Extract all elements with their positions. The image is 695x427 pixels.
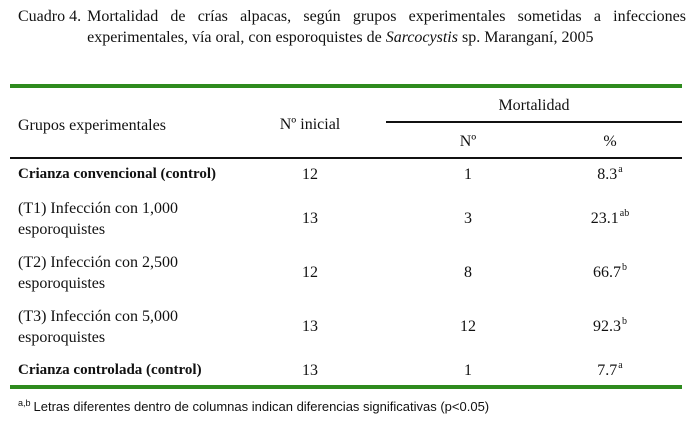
table-row-pct bbox=[560, 316, 660, 339]
table-row-initial: 12 bbox=[302, 264, 318, 281]
significance-superscript: a bbox=[618, 360, 623, 371]
header-rule bbox=[10, 157, 682, 159]
table-row-group: (T2) Infección con 2,500 bbox=[18, 254, 178, 271]
table-row-pct bbox=[560, 164, 660, 187]
table-row-n: 12 bbox=[460, 318, 476, 335]
table-row-initial: 13 bbox=[302, 210, 318, 227]
table-row-group-line2: esporoquistes bbox=[18, 329, 106, 346]
bottom-rule bbox=[10, 385, 682, 389]
caption-label: Cuadro 4. bbox=[18, 8, 82, 25]
pct-value: 8.3 bbox=[597, 166, 618, 183]
table-row-group-line2: esporoquistes bbox=[18, 221, 106, 238]
significance-superscript: b bbox=[622, 262, 627, 273]
mortality-subrule bbox=[386, 121, 682, 123]
table-row-group: Crianza controlada (control) bbox=[18, 362, 202, 378]
caption-text-before: Mortalidad de crías alpacas, según grupos experimentales sometidas a infecciones experimentales, vía oral, con esporoquistes de bbox=[87, 8, 686, 46]
significance-superscript: b bbox=[622, 316, 627, 327]
pct-value: 23.1 bbox=[590, 210, 619, 227]
table-row-n: 1 bbox=[464, 166, 472, 183]
table-row-pct bbox=[560, 360, 660, 383]
footnote bbox=[18, 398, 489, 417]
pct-value: 66.7 bbox=[593, 264, 621, 281]
header-mortality: Mortalidad bbox=[498, 97, 570, 114]
table-caption bbox=[18, 6, 686, 48]
footnote-sup: a,b bbox=[18, 398, 31, 408]
table-row-initial: 12 bbox=[302, 166, 318, 183]
table-row-initial: 13 bbox=[302, 318, 318, 335]
table-row-n: 3 bbox=[464, 210, 472, 227]
table-row-initial: 13 bbox=[302, 362, 318, 379]
header-group: Grupos experimentales bbox=[18, 117, 166, 134]
table-row-group-line2: esporoquistes bbox=[18, 275, 106, 292]
header-pct: % bbox=[603, 133, 617, 150]
table-row-pct bbox=[560, 208, 660, 231]
significance-superscript: a bbox=[618, 164, 623, 175]
table-row-pct bbox=[560, 262, 660, 285]
significance-superscript: ab bbox=[619, 208, 630, 219]
caption-italic-genus: Sarcocystis bbox=[385, 29, 458, 46]
table-row-n: 8 bbox=[464, 264, 472, 281]
header-initial: Nº inicial bbox=[279, 116, 341, 133]
header-n: Nº bbox=[459, 133, 477, 150]
pct-value: 7.7 bbox=[597, 362, 618, 379]
caption-text bbox=[87, 6, 686, 48]
pct-value: 92.3 bbox=[593, 318, 621, 335]
table-row-group: (T3) Infección con 5,000 bbox=[18, 308, 178, 325]
caption-text-after: sp. Maranganí, 2005 bbox=[457, 29, 594, 46]
table-row-n: 1 bbox=[464, 362, 472, 379]
footnote-text: Letras diferentes dentro de columnas indican diferencias significativas (p<0.05) bbox=[33, 399, 490, 414]
top-rule bbox=[10, 84, 682, 88]
table-row-group: (T1) Infección con 1,000 bbox=[18, 200, 178, 217]
table-row-group: Crianza convencional (control) bbox=[18, 166, 217, 182]
